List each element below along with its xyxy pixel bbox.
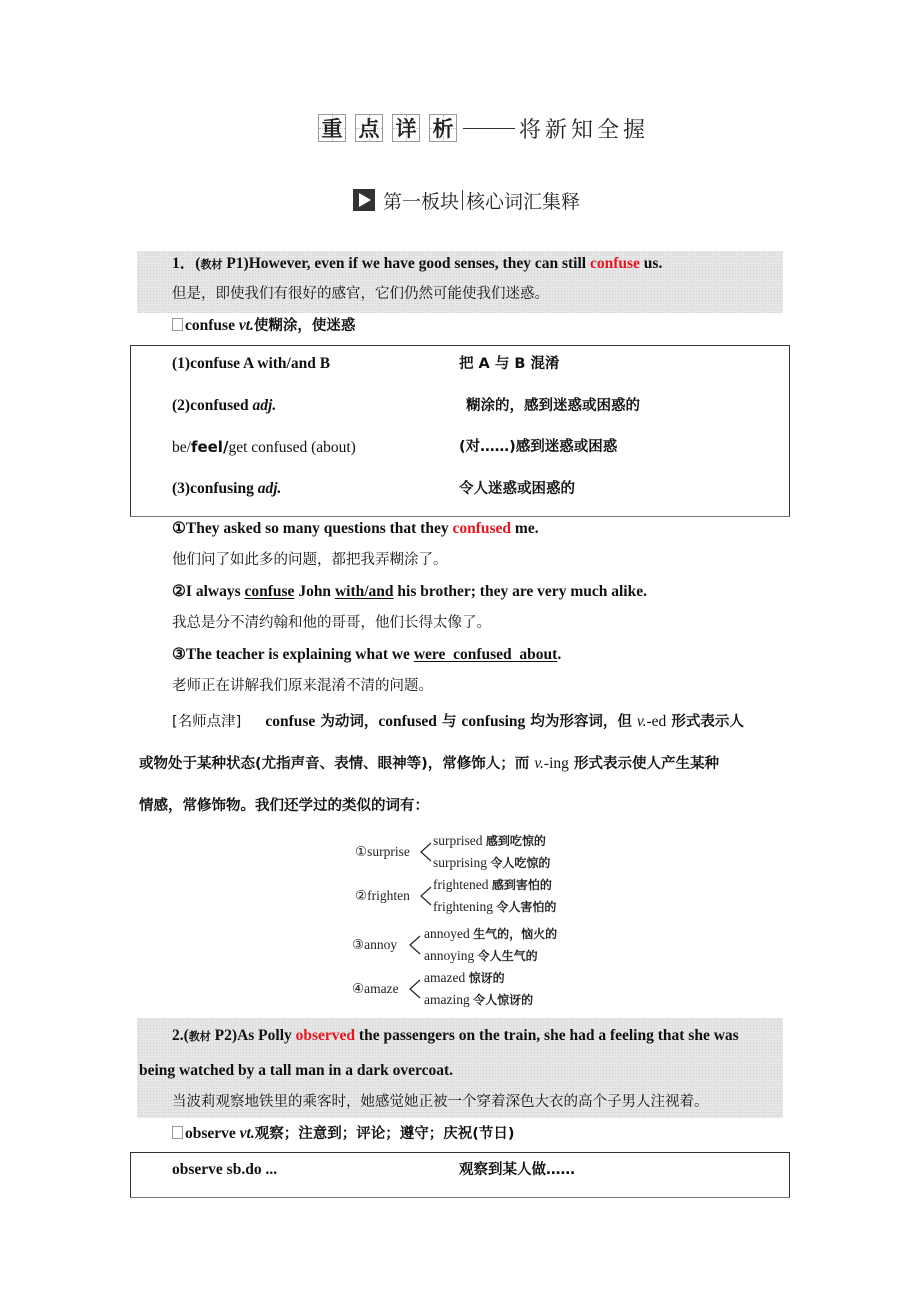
note-line-2: 或物处于某种状态(尤指声音、表情、眼神等)，常修饰人；而 v.-ing 形式表示使人产生某种	[139, 755, 719, 772]
example-1-translation: 他们问了如此多的问题，都把我弄糊涂了。	[172, 552, 448, 568]
title-dash	[463, 128, 515, 129]
title-char-box: 析	[429, 114, 457, 142]
branch-bracket-icon	[419, 885, 433, 907]
section-heading	[353, 187, 580, 213]
branch-bracket-icon	[419, 841, 433, 863]
phrase-row-1-en: (1)confuse A with/and B	[172, 355, 331, 372]
word-family-3: ③annoy annoyed 生气的，恼火的 annoying 令人生气的	[352, 926, 558, 963]
note-line-1: [名师点津] confuse 为动词，confused 与 confusing 均为形容词，但 v.-ed 形式表示人	[172, 713, 744, 730]
phrase-row-3-en: be/feel/get confused (about)	[172, 438, 356, 456]
example-1: ①They asked so many questions that they confused me.	[172, 520, 539, 537]
bullet-square-icon	[172, 1126, 183, 1139]
phrase-row-observe-en: observe sb.do ...	[172, 1161, 278, 1178]
branch-bracket-icon	[408, 934, 422, 956]
section-title: 核心词汇集释	[466, 190, 581, 213]
note-line-3: 情感，常修饰物。我们还学过的类似的词有：	[139, 798, 429, 814]
title-char-box: 详	[392, 114, 420, 142]
phrase-row-2-en: (2)confused adj.	[172, 397, 277, 414]
phrase-row-3-cn: (对……)感到迷惑或困惑	[459, 439, 618, 455]
section-prefix: 第一板块	[383, 190, 460, 213]
branch-bracket-icon	[408, 978, 422, 1000]
phrase-row-observe-cn: 观察到某人做……	[459, 1162, 575, 1178]
item1-sentence: 1．(教材 P1)However, even if we have good senses, they can still confuse us.	[172, 255, 663, 272]
item2-translation: 当波莉观察地铁里的乘客时，她感觉她正被一个穿着深色大衣的高个子男人注视着。	[172, 1094, 709, 1110]
word-family-1: ①surprise surprised 感到吃惊的 surprising 令人吃惊的	[355, 833, 551, 870]
title-char-box: 重	[318, 114, 346, 142]
item2-entry: observe vt.观察；注意到；评论；遵守；庆祝(节日)	[172, 1124, 515, 1144]
section-divider	[462, 190, 463, 210]
phrase-row-1-cn: 把 A 与 B 混淆	[459, 356, 560, 372]
source-label: 教材	[200, 258, 223, 271]
item1-translation: 但是，即使我们有很好的感官，它们仍然可能使我们迷惑。	[172, 286, 549, 302]
title-subtitle: 将新知全握	[519, 117, 650, 143]
item1-entry: confuse vt.使糊涂，使迷惑	[172, 316, 355, 336]
play-icon	[353, 189, 375, 211]
source-label: 教材	[188, 1030, 211, 1043]
note-label: [名师点津]	[172, 714, 242, 730]
word-family-2: ②frighten frightened 感到害怕的 frightening 令人害怕的	[355, 877, 557, 914]
example-3: ③The teacher is explaining what we were confused about.	[172, 646, 562, 663]
keyword-confuse: confuse	[589, 255, 640, 272]
page-title	[318, 113, 649, 143]
phrase-row-4-en: (3)confusing adj.	[172, 480, 282, 497]
example-3-translation: 老师正在讲解我们原来混淆不清的问题。	[172, 678, 433, 694]
phrase-row-4-cn: 令人迷惑或困惑的	[459, 481, 575, 497]
phrase-row-2-cn: 糊涂的，感到迷惑或困惑的	[466, 398, 640, 414]
keyword-observed: observed	[295, 1027, 356, 1044]
title-char-box: 点	[355, 114, 383, 142]
example-2-translation: 我总是分不清约翰和他的哥哥，他们长得太像了。	[172, 615, 491, 631]
item2-sentence-line1: 2.(教材 P2)As Polly observed the passengers on the train, she had a feeling that she was	[172, 1027, 739, 1044]
bullet-square-icon	[172, 318, 183, 331]
word-family-4: ④amaze amazed 惊讶的 amazing 令人惊讶的	[352, 970, 534, 1007]
item2-sentence-line2: being watched by a tall man in a dark overcoat.	[139, 1062, 454, 1079]
example-2: ②I always confuse John with/and his brother; they are very much alike.	[172, 583, 647, 600]
